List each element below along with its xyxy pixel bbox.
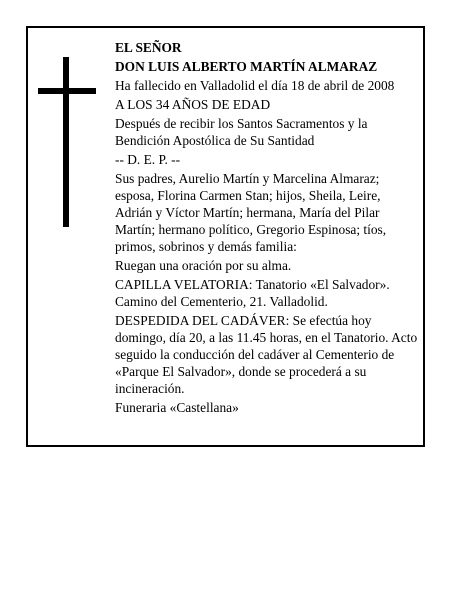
sacraments-statement: Después de recibir los Santos Sacramentos y la Bendición Apostólica de Su Santidad [115, 116, 368, 148]
family-list: Sus padres, Aurelio Martín y Marcelina Almaraz; esposa, Florina Carmen Stan; hijos, Sheila, Leire, Adrián y Víctor Martín; hermana, María del Pilar Martín; hermano político, Gregorio Espinosa; tíos, primos, sobrinos y demás familia: [115, 171, 387, 254]
chapel-info: CAPILLA VELATORIA: Tanatorio «El Salvador». Camino del Cementerio, 21. Valladolid. [115, 277, 390, 309]
latin-cross-icon [38, 57, 96, 227]
deceased-name: DON LUIS ALBERTO MARTÍN ALMARAZ [115, 59, 378, 74]
obituary-notice [26, 26, 425, 447]
age-statement: A LOS 34 AÑOS DE EDAD [115, 97, 271, 112]
farewell-info: DESPEDIDA DEL CADÁVER: Se efectúa hoy domingo, día 20, a las 11.45 horas, en el Tanatorio. Acto seguido la conducción del cadáver al Cementerio de «Parque El Salvador», donde se procederá a su incineración. [115, 313, 418, 396]
death-statement: Ha fallecido en Valladolid el día 18 de abril de 2008 [115, 78, 395, 93]
rest-in-peace: -- D. E. P. -- [115, 152, 181, 167]
funeral-home: Funeraria «Castellana» [115, 400, 239, 415]
notice-text [115, 39, 420, 418]
prayer-request: Ruegan una oración por su alma. [115, 258, 292, 273]
cross-horizontal-bar [38, 88, 96, 94]
notice-title: EL SEÑOR [115, 40, 182, 55]
cross-vertical-bar [63, 57, 69, 227]
